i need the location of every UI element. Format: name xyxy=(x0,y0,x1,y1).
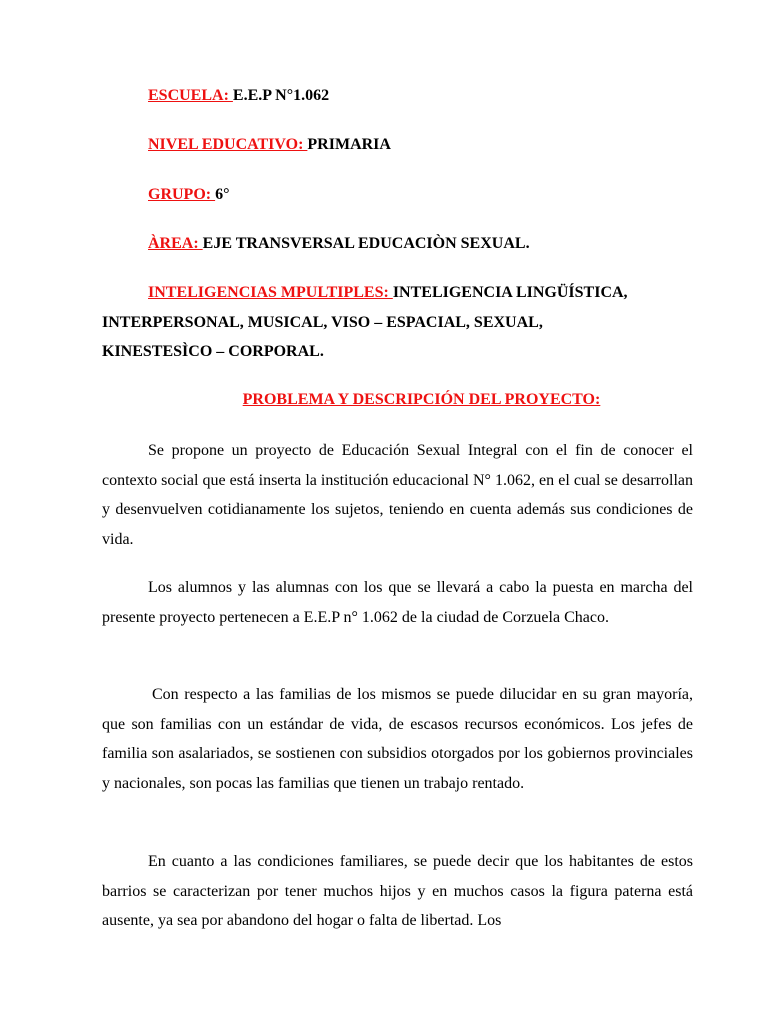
nivel-educativo-value: PRIMARIA xyxy=(307,136,391,153)
inteligencias-value-line2: INTERPERSONAL, MUSICAL, VISO – ESPACIAL, SEXUAL, xyxy=(102,314,543,331)
grupo-value: 6° xyxy=(215,186,230,203)
inteligencias-value-line3: KINESTESÌCO – CORPORAL. xyxy=(102,343,324,360)
paragraph-2: Los alumnos y las alumnas con los que se llevará a cabo la puesta en marcha del presente proyecto pertenecen a E.E.P n° 1.062 de la ciudad de Corzuela Chaco. xyxy=(102,579,693,626)
escuela-value: E.E.P N°1.062 xyxy=(232,87,330,104)
nivel-educativo-field xyxy=(148,136,391,154)
area-value: EJE TRANSVERSAL EDUCACIÒN SEXUAL. xyxy=(202,235,530,252)
grupo-field xyxy=(148,186,230,204)
escuela-field xyxy=(148,87,329,105)
paragraph-1: Se propone un proyecto de Educación Sexual Integral con el fin de conocer el contexto social que está inserta la institución educacional N° 1.062, en el cual se desarrollan y desenvuelven cotidianamente los sujetos, teniendo en cuenta además sus condiciones de vida. xyxy=(102,442,693,548)
inteligencias-value-line1: INTELIGENCIA LINGÜÍSTICA, xyxy=(392,284,628,301)
grupo-label: GRUPO: xyxy=(148,186,216,203)
inteligencias-label: INTELIGENCIAS MPULTIPLES: xyxy=(148,284,393,301)
inteligencias-field xyxy=(148,284,628,302)
nivel-educativo-label: NIVEL EDUCATIVO: xyxy=(148,136,308,153)
paragraph-4: En cuanto a las condiciones familiares, se puede decir que los habitantes de estos barrios se caracterizan por tener muchos hijos y en muchos casos la figura paterna está ausente, ya sea por abandono del hogar o falta de libertad. Los xyxy=(102,853,693,929)
area-label: ÀREA: xyxy=(148,235,203,252)
section-title: PROBLEMA Y DESCRIPCIÓN DEL PROYECTO: xyxy=(242,391,601,408)
escuela-label: ESCUELA: xyxy=(148,87,233,104)
paragraph-3: Con respecto a las familias de los mismos se puede dilucidar en su gran mayoría, que son familias con un estándar de vida, de escasos recursos económicos. Los jefes de familia son asalariados, se sostienen con subsidios otorgados por los gobiernos provinciales y nacionales, son pocas las familias que tienen un trabajo rentado. xyxy=(102,686,693,792)
area-field xyxy=(148,235,530,253)
